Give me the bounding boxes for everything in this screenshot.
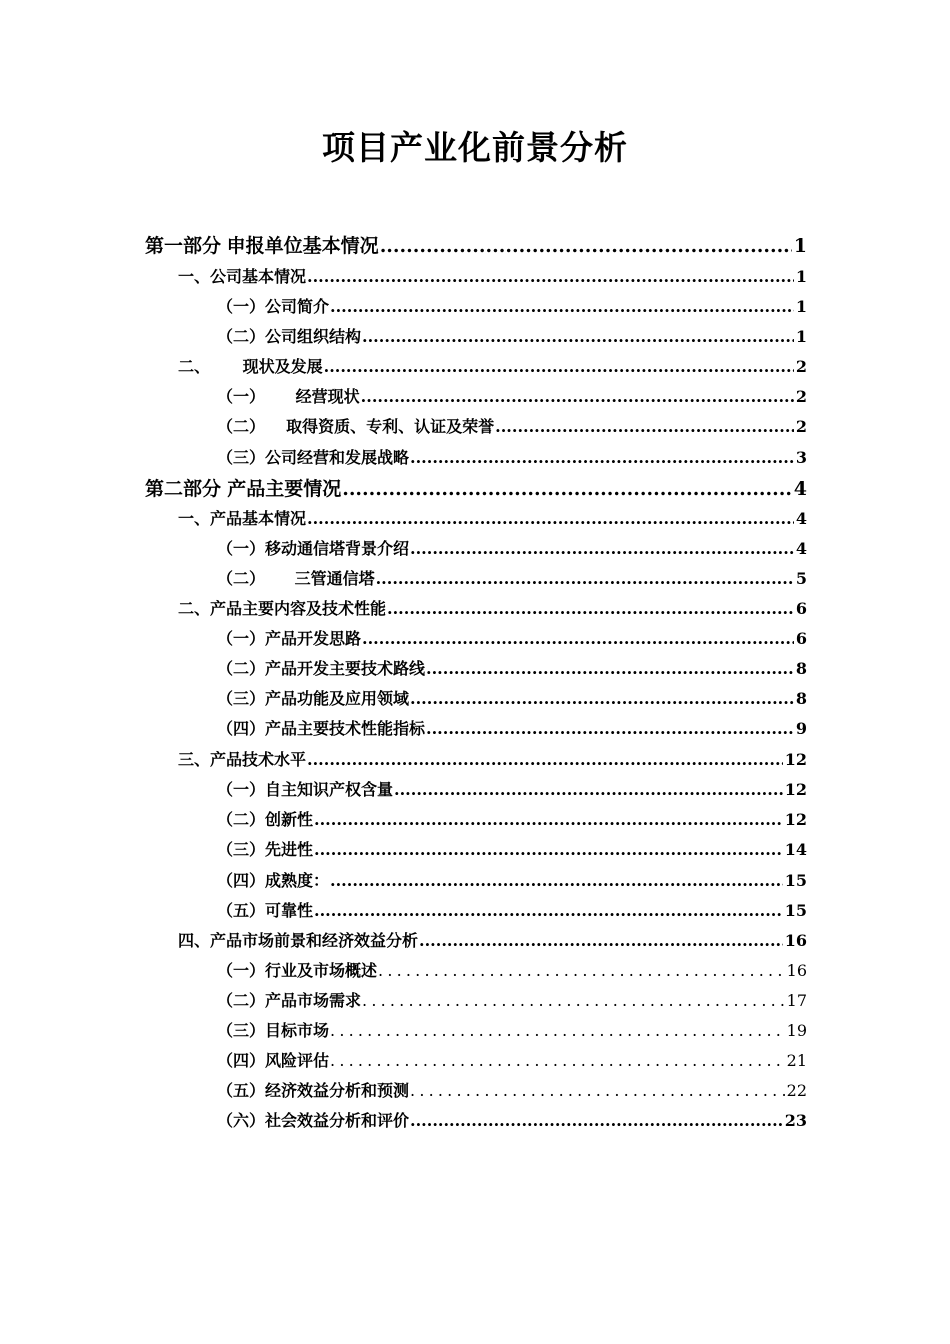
toc-entry-prefix: （六） (217, 1111, 266, 1130)
toc-entry[interactable] (217, 1078, 807, 1102)
toc-entry-prefix: （二） (217, 659, 266, 678)
toc-entry[interactable] (145, 474, 807, 498)
toc-page-number: 12 (784, 750, 807, 769)
toc-page-number: 16 (784, 931, 807, 950)
toc-entry-text: 行业及市场概述 (265, 961, 378, 980)
toc-page-number: 8 (795, 659, 807, 678)
toc-entry[interactable] (145, 231, 807, 255)
toc-leader (426, 659, 794, 678)
toc-entry-text: 产品市场前景和经济效益分析 (210, 931, 419, 950)
toc-leader (362, 991, 785, 1010)
toc-entry[interactable] (217, 324, 807, 348)
toc-entry-text: 申报单位基本情况 (226, 235, 379, 257)
toc-page-number: 4 (795, 509, 807, 528)
toc-entry-prefix: （三） (217, 1021, 266, 1040)
toc-entry-prefix: 第二部分 (145, 478, 222, 500)
toc-entry-text: 目标市场 (265, 1021, 330, 1040)
toc-leader (307, 267, 794, 286)
toc-entry-prefix: 三、 (178, 750, 211, 769)
toc-leader (330, 1051, 785, 1070)
toc-leader (410, 689, 794, 708)
toc-entry-text: 产品主要内容及技术性能 (210, 599, 387, 618)
toc-entry-text: 自主知识产权含量 (265, 780, 394, 799)
toc-leader (410, 539, 794, 558)
toc-page-number: 4 (795, 539, 807, 558)
toc-entry-text: 产品技术水平 (210, 750, 307, 769)
toc-entry-text: 产品主要情况 (227, 478, 342, 500)
toc-entry-prefix: （一） (217, 387, 266, 406)
toc-page-number: 23 (784, 1111, 807, 1130)
toc-entry-text: 可靠性 (265, 901, 314, 920)
toc-page-number: 1 (795, 327, 807, 346)
toc-entry-text: 经济效益分析和预测 (265, 1081, 410, 1100)
toc-leader (410, 1111, 783, 1130)
toc-leader (307, 509, 794, 528)
toc-entry[interactable] (217, 626, 807, 650)
toc-page-number: 1 (793, 235, 807, 257)
toc-page-number: 19 (786, 1021, 807, 1040)
toc-page-number: 8 (795, 689, 807, 708)
toc-entry-prefix: （三） (217, 448, 266, 467)
toc-entry-prefix: 一、 (178, 509, 211, 528)
toc-entry[interactable] (178, 596, 807, 620)
toc-entry[interactable] (217, 716, 807, 740)
toc-entry[interactable] (217, 777, 807, 801)
toc-entry-prefix: （四） (217, 719, 266, 738)
toc-entry-text: 经营现状 (295, 387, 360, 406)
toc-page-number: 2 (795, 417, 807, 436)
toc-entry-text: 公司简介 (265, 297, 330, 316)
toc-entry-prefix: 第一部分 (145, 235, 222, 257)
toc-page-number: 6 (795, 599, 807, 618)
toc-entry-prefix: 四、 (178, 931, 211, 950)
toc-entry-prefix: （一） (217, 539, 266, 558)
toc-entry-prefix: （二） (217, 569, 266, 588)
toc-entry-text: 三管通信塔 (294, 569, 375, 588)
toc-leader (495, 417, 794, 436)
toc-leader (324, 357, 794, 376)
toc-page-number: 16 (786, 961, 807, 980)
toc-entry[interactable] (217, 294, 807, 318)
toc-page-number: 15 (784, 871, 807, 890)
toc-leader (314, 840, 783, 859)
toc-entry-text: 产品开发思路 (265, 629, 362, 648)
toc-entry-text: 产品主要技术性能指标 (265, 719, 426, 738)
toc-leader (362, 629, 794, 648)
toc-leader (410, 448, 794, 467)
toc-entry-prefix: （五） (217, 1081, 266, 1100)
toc-entry[interactable] (217, 384, 807, 408)
toc-entry-text: 移动通信塔背景介绍 (265, 539, 410, 558)
toc-leader (426, 719, 794, 738)
toc-entry-prefix: （四） (217, 871, 266, 890)
toc-leader (380, 235, 792, 257)
toc-page-number: 4 (793, 478, 807, 500)
toc-entry[interactable] (217, 445, 807, 469)
toc-entry[interactable] (217, 837, 807, 861)
toc-entry-prefix: （一） (217, 961, 266, 980)
toc-leader (394, 780, 783, 799)
toc-entry[interactable] (178, 747, 807, 771)
toc-entry-prefix: （二） (217, 810, 266, 829)
toc-entry-prefix: 二、 (178, 599, 211, 618)
toc-entry-text: 产品基本情况 (210, 509, 307, 528)
toc-entry-prefix: （二） (217, 991, 266, 1010)
toc-leader (376, 569, 794, 588)
toc-entry[interactable] (217, 414, 807, 438)
toc-page-number: 5 (795, 569, 807, 588)
toc-leader (387, 599, 794, 618)
toc-page-number: 2 (795, 357, 807, 376)
toc-leader (330, 1021, 785, 1040)
toc-leader (307, 750, 783, 769)
toc-entry-prefix: （一） (217, 629, 266, 648)
toc-entry-prefix: （一） (217, 297, 266, 316)
toc-entry[interactable] (178, 928, 807, 952)
toc-entry-prefix: （五） (217, 901, 266, 920)
toc-entry[interactable] (178, 354, 807, 378)
toc-entry[interactable] (178, 506, 807, 530)
toc-page-number: 3 (795, 448, 807, 467)
toc-entry[interactable] (217, 898, 807, 922)
toc-entry[interactable] (217, 988, 807, 1012)
toc-entry-prefix: （一） (217, 780, 266, 799)
toc-leader (342, 478, 792, 500)
toc-entry-prefix: （二） (217, 327, 266, 346)
toc-entry-text: 创新性 (265, 810, 314, 829)
toc-entry-text: 公司基本情况 (210, 267, 307, 286)
toc-page-number: 6 (795, 629, 807, 648)
toc-entry[interactable] (217, 686, 807, 710)
toc-entry-text: 产品功能及应用领域 (265, 689, 410, 708)
toc-page-number: 1 (795, 297, 807, 316)
toc-entry-text: 公司经营和发展战略 (265, 448, 410, 467)
toc-entry-text: 产品市场需求 (265, 991, 362, 1010)
toc-entry[interactable] (217, 868, 807, 892)
toc-leader (314, 901, 783, 920)
toc-page-number: 9 (795, 719, 807, 738)
toc-entry-prefix: 二、 (178, 357, 211, 376)
toc-entry-prefix: （三） (217, 840, 266, 859)
toc-leader (362, 327, 794, 346)
toc-entry[interactable] (217, 1018, 807, 1042)
toc-page-number: 2 (795, 387, 807, 406)
toc-page-number: 1 (795, 267, 807, 286)
toc-leader (410, 1081, 785, 1100)
toc-entry[interactable] (217, 958, 807, 982)
toc-leader (330, 871, 783, 890)
toc-page-number: 21 (786, 1051, 807, 1070)
toc-entry-text: 风险评估 (265, 1051, 330, 1070)
toc-entry[interactable] (217, 1048, 807, 1072)
toc-entry-text: 先进性 (265, 840, 314, 859)
toc-entry[interactable] (178, 264, 807, 288)
toc-leader (378, 961, 785, 980)
toc-entry[interactable] (217, 656, 807, 680)
toc-entry[interactable] (217, 807, 807, 831)
toc-entry-prefix: 一、 (178, 267, 211, 286)
toc-entry[interactable] (217, 536, 807, 560)
toc-entry-prefix: （三） (217, 689, 266, 708)
toc-leader (419, 931, 783, 950)
toc-entry-text: 公司组织结构 (265, 327, 362, 346)
toc-leader (330, 297, 794, 316)
toc-leader (314, 810, 783, 829)
toc-page-number: 14 (784, 840, 807, 859)
toc-entry-prefix: （四） (217, 1051, 266, 1070)
toc-entry-text: 社会效益分析和评价 (265, 1111, 410, 1130)
toc-entry[interactable] (217, 566, 807, 590)
toc-page-number: 17 (786, 991, 807, 1010)
toc-entry-prefix: （二） (217, 417, 266, 436)
toc-entry-text: 成熟度： (265, 871, 330, 890)
toc-page-number: 12 (784, 810, 807, 829)
toc-page-number: 15 (784, 901, 807, 920)
toc-entry-text: 产品开发主要技术路线 (265, 659, 426, 678)
toc-page-number: 12 (784, 780, 807, 799)
document-title: 项目产业化前景分析 (322, 128, 628, 167)
toc-entry-text: 现状及发展 (242, 357, 323, 376)
toc-entry[interactable] (217, 1108, 807, 1132)
toc-entry-text: 取得资质、专利、认证及荣誉 (286, 417, 495, 436)
toc-page-number: 22 (786, 1081, 807, 1100)
toc-leader (361, 387, 794, 406)
